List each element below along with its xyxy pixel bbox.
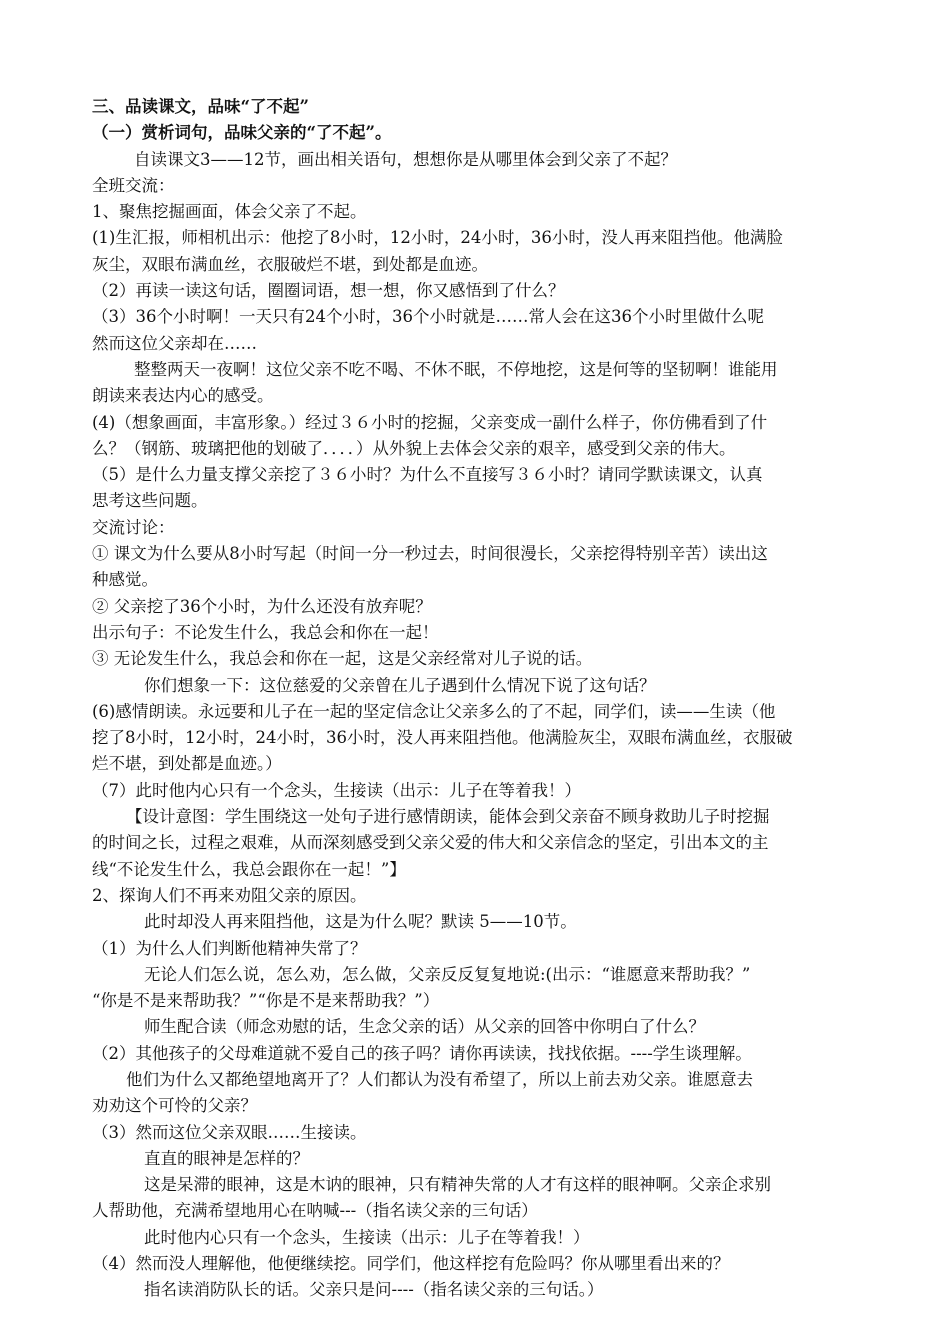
text-line: ③ 无论发生什么，我总会和你在一起，这是父亲经常对儿子说的话。 [92, 649, 593, 669]
text-line: 然而这位父亲却在…… [92, 333, 257, 353]
text-line: 思考这些问题。 [92, 491, 208, 511]
text-line: （3）36个小时啊！一天只有24个小时，36个小时就是……常人会在这36个小时里做什么呢 [92, 307, 764, 327]
text-line: (6)感情朗读。永远要和儿子在一起的坚定信念让父亲多么的了不起，同学们，读——生读（他 [92, 701, 776, 721]
text-line: 全班交流： [92, 175, 175, 195]
text-line: （1）为什么人们判断他精神失常了？ [92, 938, 367, 958]
text-line: 出示句子：不论发生什么，我总会和你在一起！ [92, 622, 439, 642]
text-line: 你们想象一下：这位慈爱的父亲曾在儿子遇到什么情况下说了这句话？ [144, 675, 656, 695]
text-line: 直直的眼神是怎样的？ [144, 1148, 309, 1168]
text-line: （3）然而这位父亲双眼……生接读。 [92, 1122, 367, 1142]
text-line: （7）此时他内心只有一个念头，生接读（出示：儿子在等着我！） [92, 780, 581, 800]
text-line: 师生配合读（师念劝慰的话，生念父亲的话）从父亲的回答中你明白了什么？ [144, 1017, 705, 1037]
section-heading: 三、品读课文，品味“了不起” [92, 97, 309, 116]
text-line: 劝劝这个可怜的父亲？ [92, 1096, 257, 1116]
text-line: 灰尘，双眼布满血丝，衣服破烂不堪，到处都是血迹。 [92, 254, 488, 274]
text-line: 这是呆滞的眼神，这是木讷的眼神，只有精神失常的人才有这样的眼神啊。父亲企求别 [144, 1175, 771, 1195]
text-line: （4）然而没人理解他，他便继续挖。同学们，他这样挖有危险吗？你从哪里看出来的？ [92, 1254, 730, 1274]
text-line: 1、聚焦挖掘画面，体会父亲了不起。 [92, 202, 367, 222]
text-line: 挖了8小时，12小时，24小时，36小时，没人再来阻挡他。他满脸灰尘，双眼布满血丝，衣服破 [92, 728, 793, 748]
text-line: 无论人们怎么说，怎么劝，怎么做，父亲反反复复地说:(出示：“谁愿意来帮助我？” [144, 964, 751, 984]
text-line: 指名读消防队长的话。父亲只是问----（指名读父亲的三句话。） [144, 1280, 604, 1300]
text-line: 朗读来表达内心的感受。 [92, 386, 274, 406]
text-line: 种感觉。 [92, 570, 158, 590]
text-line: (4)（想象画面，丰富形象。）经过３６小时的挖掘，父亲变成一副什么样子，你仿佛看到了什 [92, 412, 768, 432]
text-line: 此时却没人再来阻挡他，这是为什么呢？默读 5——10节。 [144, 912, 577, 932]
text-line: 【设计意图：学生围绕这一处句子进行感情朗读，能体会到父亲奋不顾身救助儿子时挖掘 [126, 807, 770, 827]
text-line: 么？（钢筋、玻璃把他的划破了．．．．）从外貌上去体会父亲的艰辛，感受到父亲的伟大。 [92, 438, 736, 458]
text-line: 整整两天一夜啊！这位父亲不吃不喝、不休不眠，不停地挖，这是何等的坚韧啊！谁能用 [134, 359, 778, 379]
text-line: 烂不堪，到处都是血迹。） [92, 754, 282, 774]
text-line: 他们为什么又都绝望地离开了？人们都认为没有希望了，所以上前去劝父亲。谁愿意去 [126, 1069, 753, 1089]
section-heading: （一）赏析词句，品味父亲的“了不起”。 [92, 123, 392, 143]
text-line: 的时间之长，过程之艰难，从而深刻感受到父亲父爱的伟大和父亲信念的坚定，引出本文的主 [92, 833, 769, 853]
text-line: “你是不是来帮助我？”“你是不是来帮助我？”） [92, 991, 440, 1011]
text-line: 交流讨论： [92, 517, 175, 537]
text-line: （5）是什么力量支撑父亲挖了３６小时？为什么不直接写３６小时？请同学默读课文，认真 [92, 465, 763, 485]
text-line: （2）再读一读这句话，圈圈词语，想一想，你又感悟到了什么？ [92, 281, 565, 301]
document-body [92, 94, 872, 1304]
text-line: ② 父亲挖了36个小时，为什么还没有放弃呢？ [92, 596, 432, 616]
text-line: 此时他内心只有一个念头，生接读（出示：儿子在等着我！） [144, 1227, 590, 1247]
text-line: 人帮助他，充满希望地用心在呐喊---（指名读父亲的三句话） [92, 1201, 538, 1221]
text-line: 2、探询人们不再来劝阻父亲的原因。 [92, 885, 367, 905]
text-line: 线“不论发生什么，我总会跟你在一起！”】 [92, 859, 406, 879]
text-line: （2）其他孩子的父母难道就不爱自己的孩子吗？请你再读读，找找依据。----学生谈理解。 [92, 1043, 752, 1063]
text-line: ① 课文为什么要从8小时写起（时间一分一秒过去，时间很漫长，父亲挖得特别辛苦）读出这 [92, 544, 768, 564]
text-line: (1)生汇报，师相机出示：他挖了8小时，12小时，24小时，36小时，没人再来阻挡他。他满脸 [92, 228, 783, 248]
text-line: 自读课文3——12节，画出相关语句，想想你是从哪里体会到父亲了不起？ [134, 149, 677, 169]
